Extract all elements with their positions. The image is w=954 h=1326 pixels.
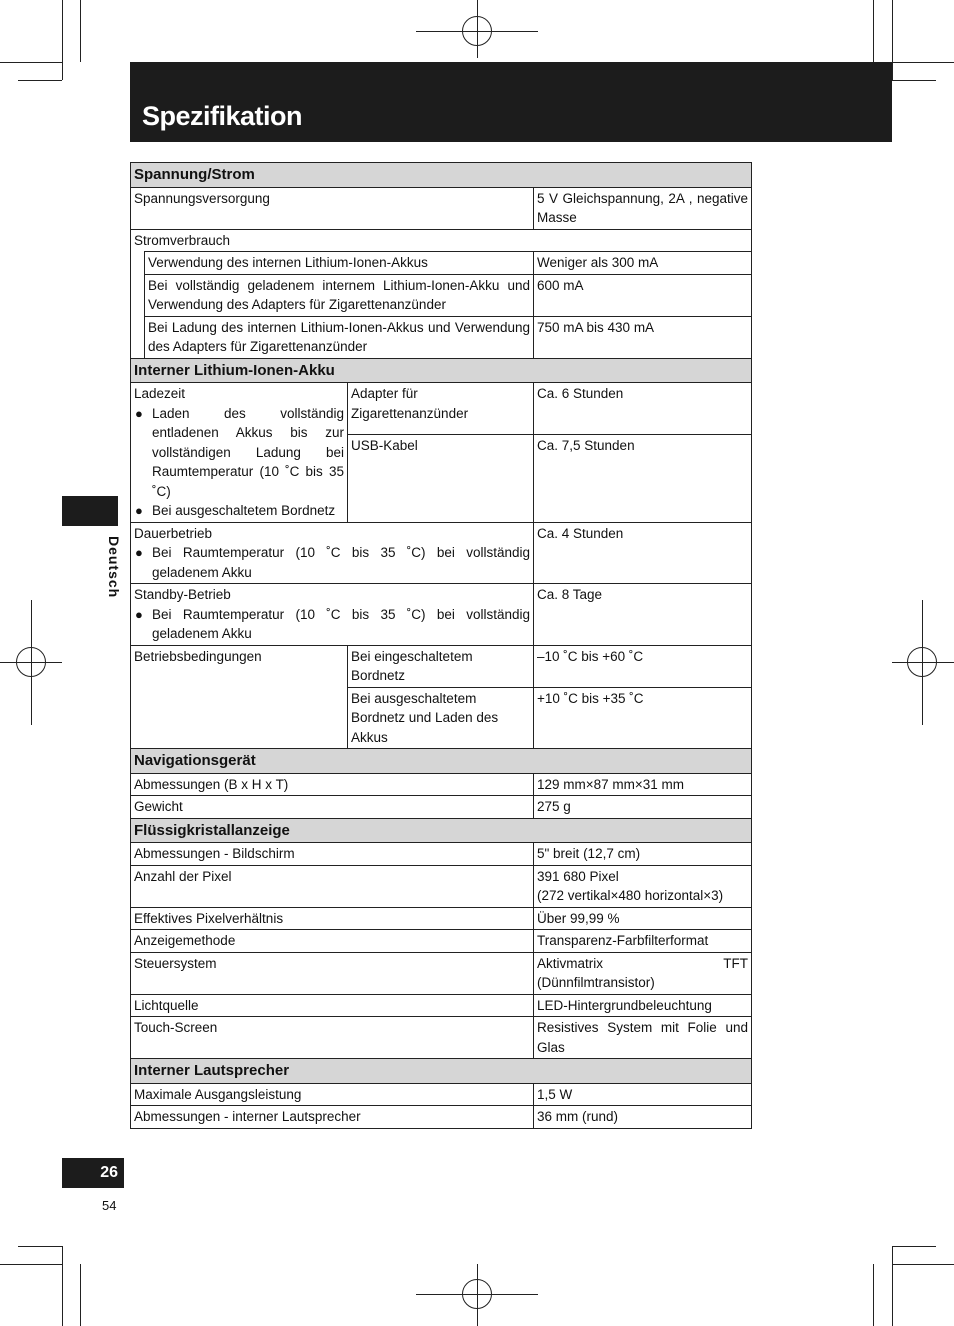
row-value: Ca. 8 Tage xyxy=(534,584,752,646)
row-value: Transparenz-Farbfilterformat xyxy=(534,930,752,953)
page-header xyxy=(130,62,892,142)
table-row xyxy=(131,187,752,229)
row-label: Touch-Screen xyxy=(131,1017,534,1059)
row-label: Bei vollständig geladenem internem Lithium-Ionen-Akku und Verwendung des Adapters für Zigarettenanzünder xyxy=(145,274,534,316)
table-row xyxy=(131,252,752,275)
table-row xyxy=(131,796,752,819)
row-value: Aktivmatrix TFT (Dünnfilmtransistor) xyxy=(534,952,752,994)
row-value xyxy=(534,865,752,907)
table-row xyxy=(131,930,752,953)
row-value: 750 mA bis 430 mA xyxy=(534,316,752,358)
language-tab xyxy=(62,496,118,526)
row-label: Verwendung des internen Lithium-Ionen-Akkus xyxy=(145,252,534,275)
row-label: Bei Ladung des internen Lithium-Ionen-Akkus und Verwendung des Adapters für Zigarettenanzünder xyxy=(145,316,534,358)
table-row xyxy=(131,522,752,584)
table-row xyxy=(131,1106,752,1129)
row-label: Anzeigemethode xyxy=(131,930,534,953)
table-row xyxy=(131,994,752,1017)
row-label: Anzahl der Pixel xyxy=(131,865,534,907)
row-value: Über 99,99 % xyxy=(534,907,752,930)
row-label xyxy=(131,522,534,584)
table-row xyxy=(131,773,752,796)
table-row xyxy=(131,1083,752,1106)
section-header-battery: Interner Lithium-Ionen-Akku xyxy=(131,358,752,383)
row-value: 600 mA xyxy=(534,274,752,316)
row-label: Stromverbrauch xyxy=(131,229,752,252)
row-value: Ca. 7,5 Stunden xyxy=(534,435,752,523)
row-value: 5 V Gleichspannung, 2A , negative Masse xyxy=(534,187,752,229)
page-number-box xyxy=(62,1158,124,1188)
language-label: Deutsch xyxy=(106,536,122,599)
row-label: Gewicht xyxy=(131,796,534,819)
page-number: 26 xyxy=(100,1164,118,1181)
table-row xyxy=(131,865,752,907)
table-row xyxy=(131,1017,752,1059)
row-label: Abmessungen - Bildschirm xyxy=(131,843,534,866)
row-sublabel: USB-Kabel xyxy=(348,435,534,523)
continuous-label: Dauerbetrieb xyxy=(134,525,213,541)
section-header-lcd: Flüssigkristallanzeige xyxy=(131,818,752,843)
table-row xyxy=(131,229,752,252)
row-label: Steuersystem xyxy=(131,952,534,994)
table-row xyxy=(131,383,752,435)
row-label xyxy=(131,584,534,646)
row-label: Effektives Pixelverhältnis xyxy=(131,907,534,930)
row-value: 275 g xyxy=(534,796,752,819)
section-header-speaker: Interner Lautsprecher xyxy=(131,1059,752,1084)
row-value: 5" breit (12,7 cm) xyxy=(534,843,752,866)
page-sub-number: 54 xyxy=(102,1198,117,1213)
row-value: 36 mm (rund) xyxy=(534,1106,752,1129)
row-label: Abmessungen - interner Lautsprecher xyxy=(131,1106,534,1129)
row-value: Resistives System mit Folie und Glas xyxy=(534,1017,752,1059)
page-title: Spezifikation xyxy=(142,101,303,131)
table-row xyxy=(131,907,752,930)
table-row xyxy=(131,584,752,646)
row-value: 1,5 W xyxy=(534,1083,752,1106)
row-value: LED-Hintergrundbeleuchtung xyxy=(534,994,752,1017)
row-label xyxy=(131,383,348,523)
row-sublabel: Adapter für Zigarettenanzünder xyxy=(348,383,534,435)
row-value: 129 mm×87 mm×31 mm xyxy=(534,773,752,796)
pixel-count: 391 680 Pixel xyxy=(537,868,619,884)
row-sublabel: Bei ausgeschaltetem Bordnetz und Laden des Akkus xyxy=(348,687,534,749)
row-value: Ca. 4 Stunden xyxy=(534,522,752,584)
row-label: Betriebsbedingungen xyxy=(131,645,348,749)
continuous-note: ● Bei Raumtemperatur (10 ˚C bis 35 ˚C) bei vollständig geladenem Akku xyxy=(134,543,530,582)
row-label: Spannungsversorgung xyxy=(131,187,534,229)
pixel-detail: (272 vertikal×480 horizontal×3) xyxy=(537,888,724,903)
row-sublabel: Bei eingeschaltetem Bordnetz xyxy=(348,645,534,687)
table-row xyxy=(131,274,752,316)
row-value: Ca. 6 Stunden xyxy=(534,383,752,435)
charge-note: ● Laden des vollständig entladenen Akkus bis zur vollständigen Ladung bei Raumtemperatur (10 ˚C bis 35 ˚C) xyxy=(134,404,344,502)
row-label: Maximale Ausgangsleistung xyxy=(131,1083,534,1106)
row-label: Abmessungen (B x H x T) xyxy=(131,773,534,796)
table-row xyxy=(131,316,752,358)
table-row xyxy=(131,645,752,687)
spec-table xyxy=(130,162,752,1129)
row-value: Weniger als 300 mA xyxy=(534,252,752,275)
charge-label: Ladezeit xyxy=(134,386,186,401)
section-header-nav: Navigationsgerät xyxy=(131,749,752,774)
row-value: +10 ˚C bis +35 ˚C xyxy=(534,687,752,749)
standby-note: ● Bei Raumtemperatur (10 ˚C bis 35 ˚C) bei vollständig geladenem Akku xyxy=(134,605,530,644)
table-row xyxy=(131,843,752,866)
standby-label: Standby-Betrieb xyxy=(134,587,231,602)
row-value: –10 ˚C bis +60 ˚C xyxy=(534,645,752,687)
charge-note: ● Bei ausgeschaltetem Bordnetz xyxy=(134,501,344,521)
table-row xyxy=(131,952,752,994)
section-header-power: Spannung/Strom xyxy=(131,163,752,188)
row-label: Lichtquelle xyxy=(131,994,534,1017)
